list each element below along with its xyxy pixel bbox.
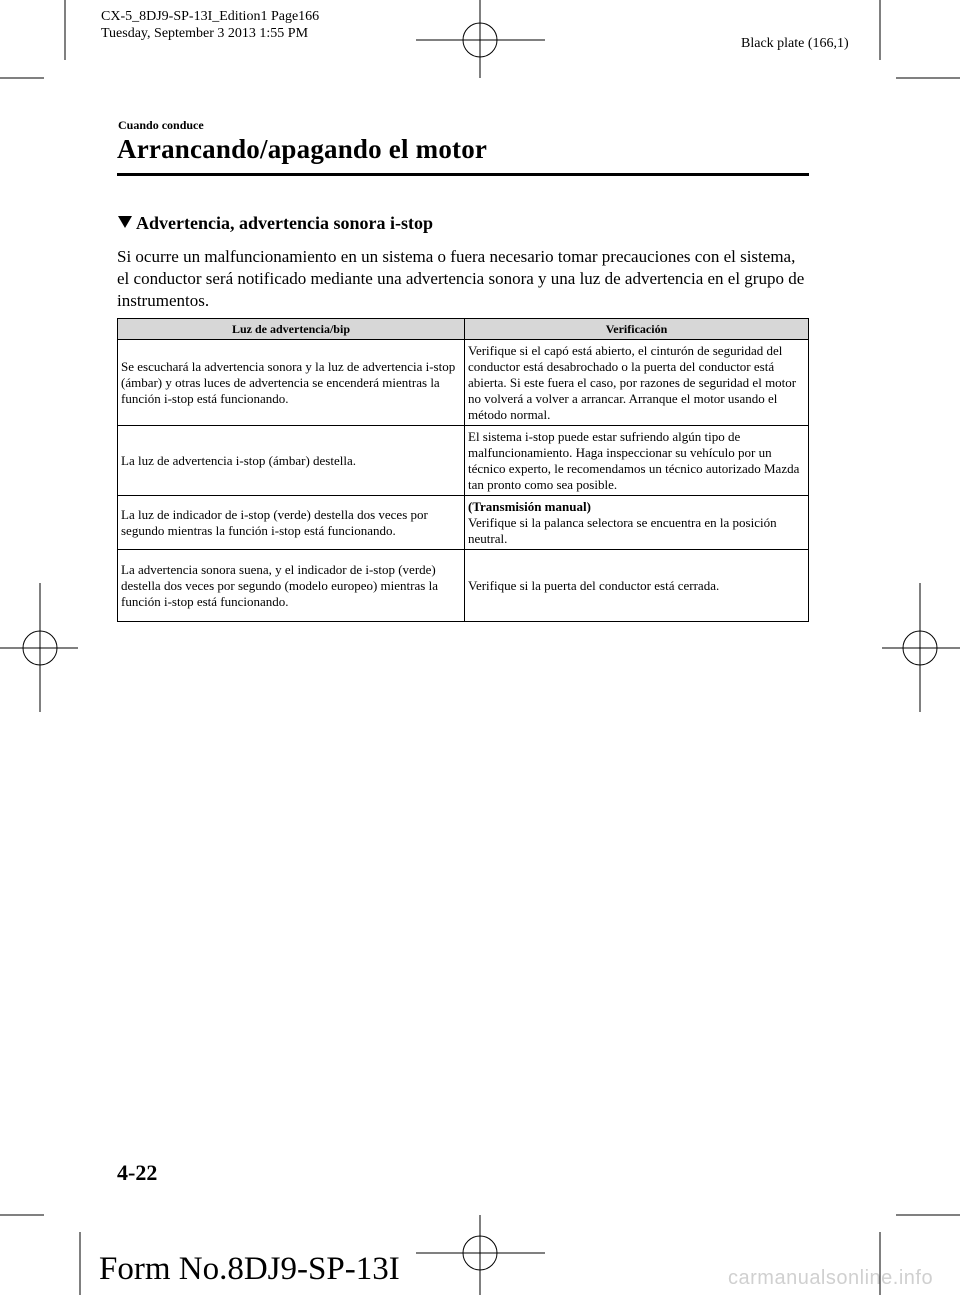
subheading (118, 213, 433, 234)
table-row (118, 496, 809, 550)
check-cell: Verifique si el capó está abierto, el cinturón de seguridad del conductor está desabrochado o la puerta del conductor está abierta. Si este fuera el caso, por razones de seguridad el motor no volverá a volver a arrancar. Arranque el motor usando el método normal. (465, 340, 809, 426)
check-cell (465, 496, 809, 550)
check-cell: El sistema i-stop puede estar sufriendo algún tipo de malfuncionamiento. Haga inspeccionar su vehículo por un técnico experto, le recomendamos un técnico autorizado Mazda tan pronto como sea posible. (465, 426, 809, 496)
form-number: Form No.8DJ9-SP-13I (99, 1251, 400, 1287)
triangle-bullet-icon (118, 216, 132, 228)
warning-table (117, 318, 809, 622)
table-row (118, 340, 809, 426)
page-number: 4-22 (117, 1160, 158, 1185)
table-header-row (118, 319, 809, 340)
title-rule (117, 173, 809, 176)
print-header-plate: Black plate (166,1) (741, 36, 849, 51)
warning-cell: La luz de indicador de i-stop (verde) destella dos veces por segundo mientras la función i-stop está funcionando. (118, 496, 465, 550)
table-row (118, 550, 809, 622)
print-header-file: CX-5_8DJ9-SP-13I_Edition1 Page166 (101, 9, 320, 24)
subheading-text: Advertencia, advertencia sonora i-stop (136, 213, 433, 233)
print-header-date: Tuesday, September 3 2013 1:55 PM (101, 26, 309, 41)
warning-cell: La luz de advertencia i-stop (ámbar) destella. (118, 426, 465, 496)
intro-paragraph: Si ocurre un malfuncionamiento en un sistema o fuera necesario tomar precauciones con el sistema, el conductor será notificado mediante una advertencia sonora y una luz de advertencia en el grupo de instrumentos. (117, 247, 805, 310)
warning-cell: Se escuchará la advertencia sonora y la luz de advertencia i-stop (ámbar) y otras luces de advertencia se encenderá mientras la función i-stop está funcionando. (118, 340, 465, 426)
watermark: carmanualsonline.info (728, 1267, 934, 1289)
check-cell: Verifique si la puerta del conductor está cerrada. (465, 550, 809, 622)
section-label: Cuando conduce (118, 118, 204, 132)
header-check: Verificación (465, 319, 809, 340)
check-text: Verifique si la palanca selectora se encuentra en la posición neutral. (468, 514, 777, 546)
warning-cell: La advertencia sonora suena, y el indicador de i-stop (verde) destella dos veces por segundo (modelo europeo) mientras la función i-stop está funcionando. (118, 550, 465, 622)
check-title: (Transmisión manual) (468, 498, 591, 514)
page-title: Arrancando/apagando el motor (117, 134, 488, 164)
header-warning: Luz de advertencia/bip (118, 319, 465, 340)
table-row (118, 426, 809, 496)
